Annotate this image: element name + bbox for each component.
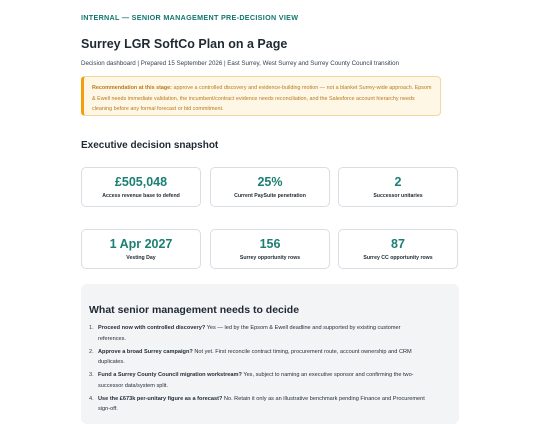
decision-answer: Yes — led by the Epsom & Ewell deadline and supported by existing customer references. <box>98 325 401 342</box>
decision-question: Approve a broad Surrey campaign? <box>98 348 193 355</box>
recommendation-label: Recommendation at this stage: <box>92 85 172 91</box>
metric-value: 25% <box>257 175 283 189</box>
metric-label: Access revenue base to defend <box>102 193 180 199</box>
item-number: 4. <box>89 395 94 402</box>
decision-answer: No. Retain it only as an illustrative benchmark pending Finance and Procurement sign-off. <box>98 395 425 412</box>
metric-label: Surrey CC opportunity rows <box>363 255 433 261</box>
list-item <box>89 323 429 344</box>
item-number: 2. <box>89 348 94 355</box>
metric-label: Current PaySuite penetration <box>234 193 306 199</box>
metric-label: Surrey opportunity rows <box>239 255 301 261</box>
list-item <box>89 347 429 368</box>
metric-label: Vesting Day <box>126 255 156 261</box>
metric-card-vesting-day <box>81 229 201 269</box>
metric-card-paysuite-penetration <box>210 167 330 207</box>
decisions-panel <box>81 284 459 424</box>
snapshot-title: Executive decision snapshot <box>81 140 219 151</box>
item-number: 3. <box>89 372 94 378</box>
page-subtitle: Decision dashboard | Prepared 15 September 2026 | East Surrey, West Surrey and Surrey County Council transition <box>81 60 400 67</box>
metric-value: 2 <box>394 175 402 189</box>
decision-question: Proceed now with controlled discovery? <box>98 325 206 331</box>
recommendation-callout <box>81 76 441 116</box>
recommendation-text: approve a controlled discovery and evidence-building motion — not a blanket Surrey-wide approach. Epsom & Ewell needs immediate validation, the incumbent/contract evidence needs reconciliation, and the Salesforce account hierarchy needs cleaning before any formal forecast or bid commitment. <box>92 85 432 112</box>
metric-card-surrey-opportunity-rows <box>210 229 330 269</box>
decision-answer: Yes, subject to naming an executive sponsor and confirming the two-successor data/system split. <box>98 372 414 389</box>
metric-card-access-revenue <box>81 167 201 207</box>
page-title: Surrey LGR SoftCo Plan on a Page <box>81 37 288 51</box>
metric-card-successor-unitaries <box>338 167 458 207</box>
item-number: 1. <box>89 325 94 331</box>
metric-value: 1 Apr 2027 <box>109 237 173 251</box>
metric-card-surrey-cc-opportunity-rows <box>338 229 458 269</box>
decision-question: Use the £673k per-unitary figure as a forecast? <box>98 395 223 402</box>
decisions-title: What senior management needs to decide <box>89 304 300 316</box>
metric-value: 156 <box>259 237 281 251</box>
metric-value: £505,048 <box>114 175 168 189</box>
decision-question: Fund a Surrey County Council migration workstream? <box>98 372 242 378</box>
metric-label: Successor unitaries <box>373 193 423 199</box>
decision-answer: Not yet. First reconcile contract timing, procurement route, account ownership and CRM duplicates. <box>98 348 412 365</box>
list-item <box>89 370 429 391</box>
internal-tag: INTERNAL — SENIOR MANAGEMENT PRE-DECISION VIEW <box>81 13 299 22</box>
metric-value: 87 <box>391 237 405 251</box>
decision-list <box>89 323 429 417</box>
list-item <box>89 394 429 415</box>
